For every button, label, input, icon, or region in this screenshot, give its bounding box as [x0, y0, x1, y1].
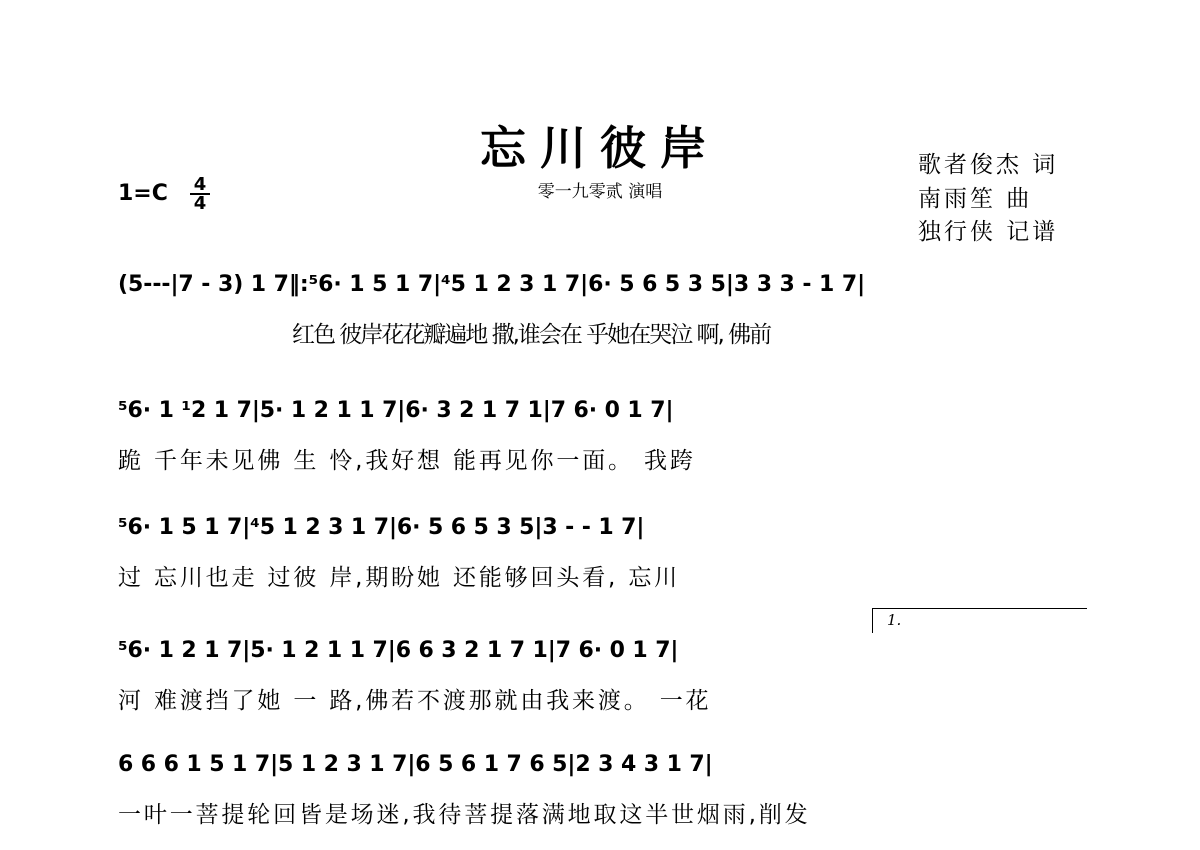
volta-label: 1. [887, 611, 902, 629]
composer-credit: 南雨笙 曲 [918, 186, 1033, 212]
song-title: 忘川彼岸 [480, 121, 720, 175]
performer-line: 零一九零贰 演唱 [537, 182, 663, 202]
lyric-line: 过 忘川也走 过彼 岸,期盼她 还能够回头看, 忘川 [118, 565, 681, 591]
lyric-line: 一叶一菩提轮回皆是场迷,我待菩提落满地取这半世烟雨,削发 [118, 802, 811, 828]
notation-line: ⁵6· 1 2 1 7|5· 1 2 1 1 7|6 6 3 2 1 7 1|7 6· 0 1 7| [118, 638, 679, 663]
key-signature: 1=C [118, 181, 168, 206]
lyricist-credit: 歌者俊杰 词 [918, 152, 1059, 178]
notation-line: ⁵6· 1 ¹2 1 7|5· 1 2 1 1 7|6· 3 2 1 7 1|7 6· 0 1 7| [118, 398, 674, 423]
notation-line: 6 6 6 1 5 1 7|5 1 2 3 1 7|6 5 6 1 7 6 5|2 3 4 3 1 7| [118, 752, 713, 777]
score-row-1 [0, 272, 1200, 362]
score-row-4 [0, 638, 1200, 728]
notation-line: (5---|7 - 3) 1 7‖:⁵6· 1 5 1 7|⁴5 1 2 3 1 7|6· 5 6 5 3 5|3 3 3 - 1 7| [118, 272, 866, 297]
score-row-2 [0, 398, 1200, 488]
time-signature-numerator: 4 [190, 176, 210, 195]
lyric-line: 红色 彼岸花花瓣遍地 撒,谁会在 乎她在哭泣 啊, 佛前 [292, 322, 771, 348]
time-signature [190, 176, 210, 212]
lyric-line: 跪 千年未见佛 生 怜,我好想 能再见你一面。 我跨 [118, 448, 696, 474]
notation-line: ⁵6· 1 5 1 7|⁴5 1 2 3 1 7|6· 5 6 5 3 5|3 - - 1 7| [118, 515, 645, 540]
transcriber-credit: 独行侠 记谱 [918, 219, 1059, 245]
lyric-line: 河 难渡挡了她 一 路,佛若不渡那就由我来渡。 一花 [118, 688, 712, 714]
score-row-5 [0, 752, 1200, 842]
score-row-3 [0, 515, 1200, 605]
volta-bracket [872, 608, 1087, 633]
time-signature-denominator: 4 [193, 193, 207, 214]
